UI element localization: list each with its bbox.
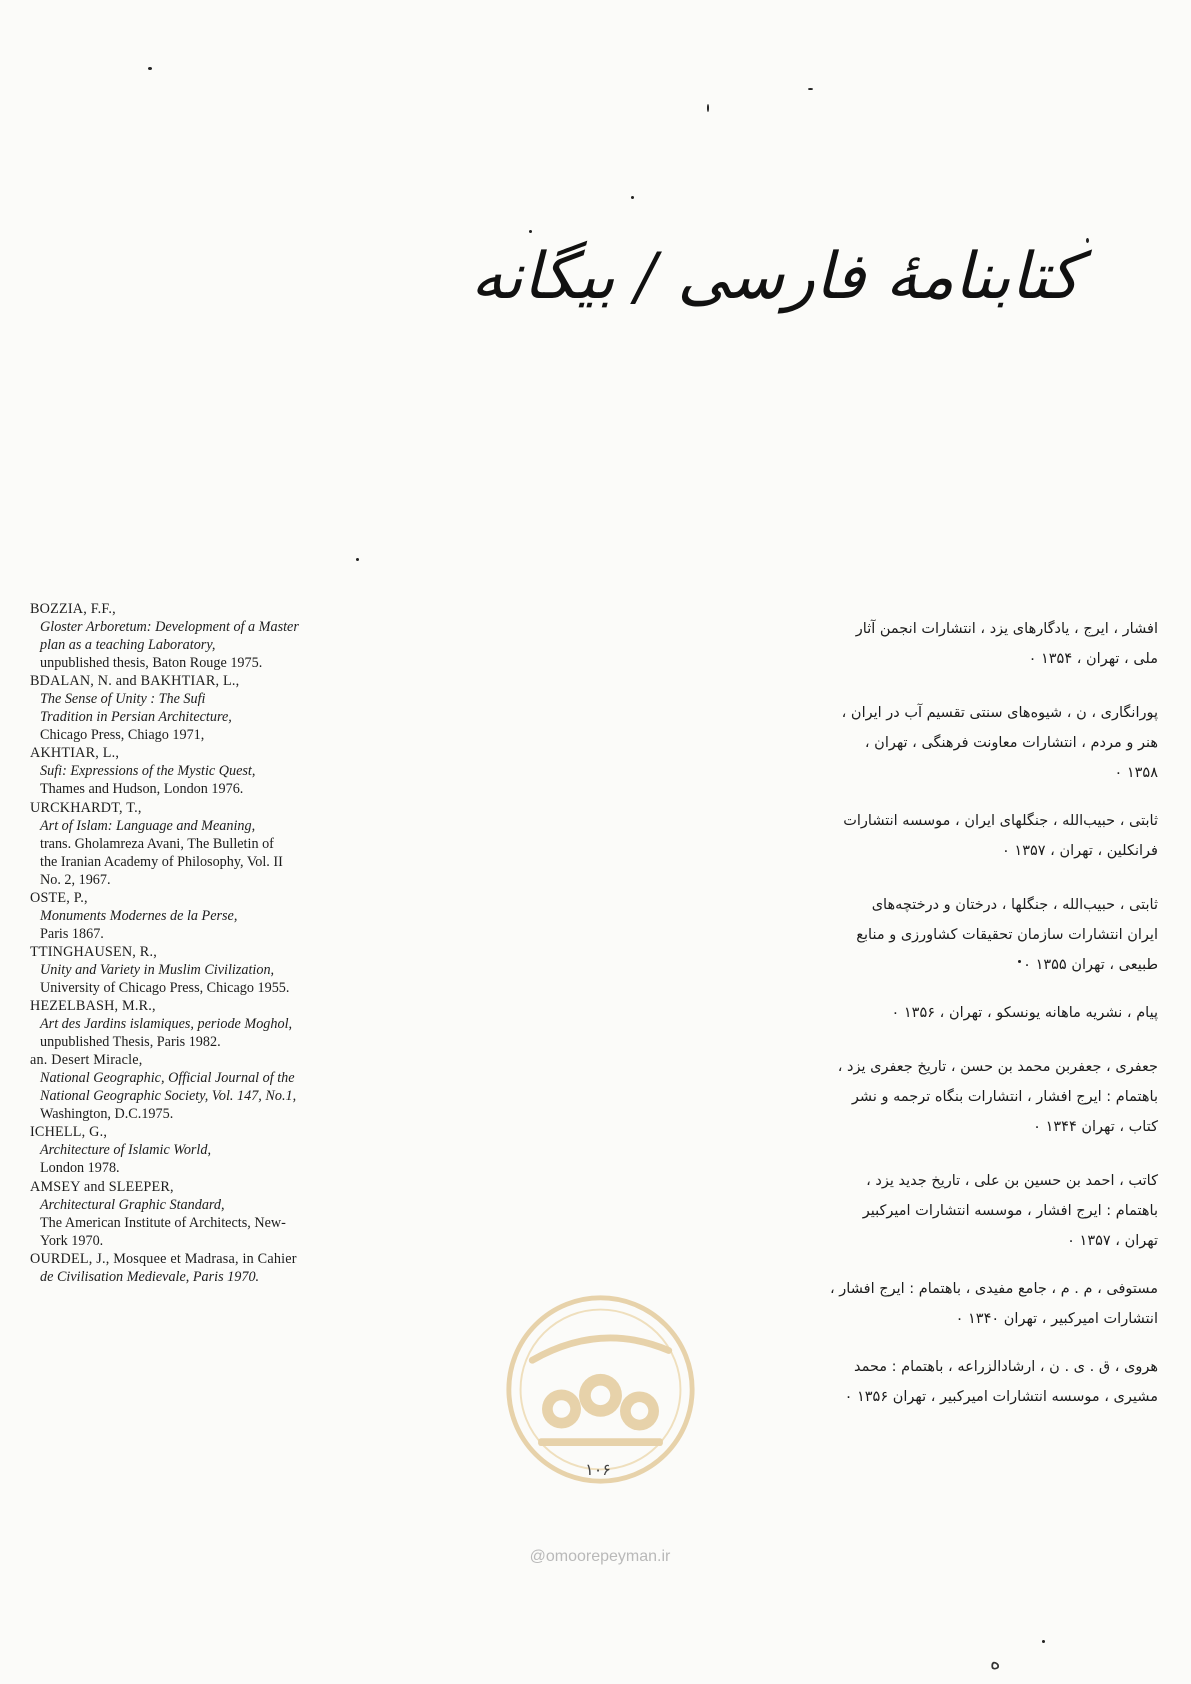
- english-reference: [30, 1250, 390, 1286]
- watermark-url: @omoorepeyman.ir: [529, 1548, 671, 1565]
- reference-line: Tradition in Persian Architecture,: [40, 709, 232, 726]
- english-reference: [30, 799, 390, 889]
- scan-speck: [1086, 238, 1089, 243]
- reference-author: AMSEY and SLEEPER,: [30, 1178, 174, 1195]
- reference-line: plan as a teaching Laboratory,: [40, 637, 216, 654]
- reference-line: Thames and Hudson, London 1976.: [40, 781, 244, 798]
- reference-line: York 1970.: [40, 1232, 104, 1249]
- reference-author: AKHTIAR, L.,: [30, 745, 120, 762]
- persian-reference: [770, 614, 1158, 674]
- reference-line: No. 2, 1967.: [40, 871, 111, 888]
- persian-reference: [770, 1166, 1158, 1256]
- reference-line: افشار ، ایرج ، یادگارهای یزد ، انتشارات انجمن آثار: [855, 621, 1158, 637]
- reference-line: the Iranian Academy of Philosophy, Vol. II: [40, 853, 283, 870]
- persian-reference: [770, 1352, 1158, 1412]
- reference-line: National Geographic, Official Journal of the: [40, 1070, 295, 1087]
- english-reference: [30, 997, 390, 1051]
- reference-line: پورانگاری ، ن ، شیوه‌های سنتی تقسیم آب در ایران ،: [841, 705, 1158, 721]
- scan-speck: [356, 558, 359, 561]
- scan-speck: [148, 67, 152, 70]
- reference-line: Gloster Arboretum: Development of a Master: [40, 619, 299, 636]
- english-reference: [30, 1123, 390, 1177]
- english-reference: [30, 672, 390, 744]
- reference-line: Architecture of Islamic World,: [40, 1142, 212, 1159]
- reference-line: unpublished Thesis, Paris 1982.: [40, 1034, 221, 1051]
- reference-line: کتاب ، تهران ۱۳۴۴ ۰: [1033, 1119, 1158, 1135]
- reference-author: BDALAN, N. and BAKHTIAR, L.,: [30, 673, 240, 690]
- reference-line: مشیری ، موسسه انتشارات امیرکبیر ، تهران ۱۳۵۶ ۰: [844, 1389, 1158, 1405]
- reference-line: باهتمام : ایرج افشار ، موسسه انتشارات امیرکبیر: [862, 1203, 1158, 1219]
- reference-author: ICHELL, G.,: [30, 1124, 108, 1141]
- reference-line: de Civilisation Medievale, Paris 1970.: [40, 1268, 260, 1285]
- reference-line: National Geographic Society, Vol. 147, No.1,: [40, 1088, 297, 1105]
- persian-reference: [770, 1052, 1158, 1142]
- reference-line: Architectural Graphic Standard,: [40, 1196, 225, 1213]
- page-title-text: کتابنامهٔ فارسی / بیگانه: [470, 240, 1080, 314]
- reference-line: هنر و مردم ، انتشارات معاونت فرهنگی ، تهران ،: [864, 735, 1158, 751]
- reference-line: unpublished thesis, Baton Rouge 1975.: [40, 655, 263, 672]
- reference-author: BOZZIA, F.F.,: [30, 601, 116, 617]
- reference-line: پیام ، نشریه ماهانه یونسکو ، تهران ، ۱۳۵۶ ۰: [891, 1005, 1158, 1021]
- reference-line: trans. Gholamreza Avani, The Bulletin of: [40, 835, 274, 852]
- reference-line: هروی ، ق . ی . ن ، ارشادالزراعه ، باهتمام : محمد: [853, 1359, 1158, 1375]
- reference-author: TTINGHAUSEN, R.,: [30, 943, 157, 960]
- reference-line: Washington, D.C.1975.: [40, 1106, 174, 1123]
- english-reference: [30, 600, 390, 672]
- reference-line: ایران انتشارات سازمان تحقیقات کشاورزی و منابع: [856, 927, 1158, 943]
- reference-line: ملی ، تهران ، ۱۳۵۴ ۰: [1028, 651, 1158, 667]
- reference-line: فرانکلین ، تهران ، ۱۳۵۷ ۰: [1002, 843, 1158, 859]
- page-title: [470, 232, 1080, 372]
- reference-author: URCKHARDT, T.,: [30, 799, 142, 816]
- persian-reference: [770, 1274, 1158, 1334]
- persian-references-list: [770, 614, 1158, 1412]
- reference-line: باهتمام : ایرج افشار ، انتشارات بنگاه ترجمه و نشر: [851, 1089, 1158, 1105]
- reference-line: Monuments Modernes de la Perse,: [40, 907, 238, 924]
- reference-line: تهران ، ۱۳۵۷ ۰: [1067, 1233, 1158, 1249]
- reference-author: an. Desert Miracle,: [30, 1052, 143, 1069]
- reference-line: Art des Jardins islamiques, periode Moghol,: [40, 1016, 293, 1033]
- reference-line: University of Chicago Press, Chicago 1955.: [40, 979, 290, 996]
- persian-reference: [770, 698, 1158, 788]
- reference-author: OSTE, P.,: [30, 889, 88, 906]
- scan-speck: [1042, 1640, 1045, 1643]
- reference-line: انتشارات امیرکبیر ، تهران ۱۳۴۰ ۰: [955, 1311, 1158, 1327]
- scan-speck: [631, 196, 634, 199]
- persian-reference: [770, 806, 1158, 866]
- english-reference: [30, 943, 390, 997]
- reference-line: Chicago Press, Chiago 1971,: [40, 727, 205, 744]
- scan-speck: [707, 104, 709, 112]
- reference-line: کاتب ، احمد بن حسین بن علی ، تاریخ جدید یزد ،: [866, 1173, 1158, 1189]
- reference-line: ۱۳۵۸ ۰: [1114, 765, 1158, 781]
- page-number: ۱۰۶: [585, 1460, 611, 1479]
- reference-author: HEZELBASH, M.R.,: [30, 998, 156, 1015]
- persian-reference: [770, 890, 1158, 980]
- scan-speck: [808, 88, 813, 90]
- persian-reference: [770, 998, 1158, 1028]
- reference-line: Paris 1867.: [40, 925, 104, 942]
- reference-author: OURDEL, J., Mosquee et Madrasa, in Cahier: [30, 1250, 297, 1267]
- reference-line: London 1978.: [40, 1160, 120, 1177]
- reference-line: The American Institute of Architects, New-: [40, 1214, 286, 1231]
- reference-line: مستوفی ، م . م ، جامع مفیدی ، باهتمام : ایرج افشار ،: [830, 1281, 1158, 1297]
- english-reference: [30, 889, 390, 943]
- watermark-logo-icon: [503, 1292, 698, 1487]
- reference-line: Art of Islam: Language and Meaning,: [40, 817, 256, 834]
- reference-line: ثابتی ، حبیب‌الله ، جنگلها ، درختان و درختچه‌های: [871, 897, 1158, 913]
- english-reference: [30, 744, 390, 798]
- english-reference: [30, 1051, 390, 1123]
- reference-line: جعفری ، جعفربن محمد بن حسن ، تاریخ جعفری یزد ،: [837, 1059, 1158, 1075]
- english-reference: [30, 1178, 390, 1250]
- reference-line: The Sense of Unity : The Sufi: [40, 691, 206, 708]
- english-references-list: [30, 600, 390, 1286]
- reference-line: ثابتی ، حبیب‌الله ، جنگلهای ایران ، موسسه انتشارات: [843, 813, 1158, 829]
- reference-line: Unity and Variety in Muslim Civilization,: [40, 961, 275, 978]
- reference-line: طبیعی ، تهران ۱۳۵۵ ۰: [1023, 957, 1158, 973]
- corner-mark: ه: [990, 1650, 1001, 1674]
- reference-line: Sufi: Expressions of the Mystic Quest,: [40, 763, 256, 780]
